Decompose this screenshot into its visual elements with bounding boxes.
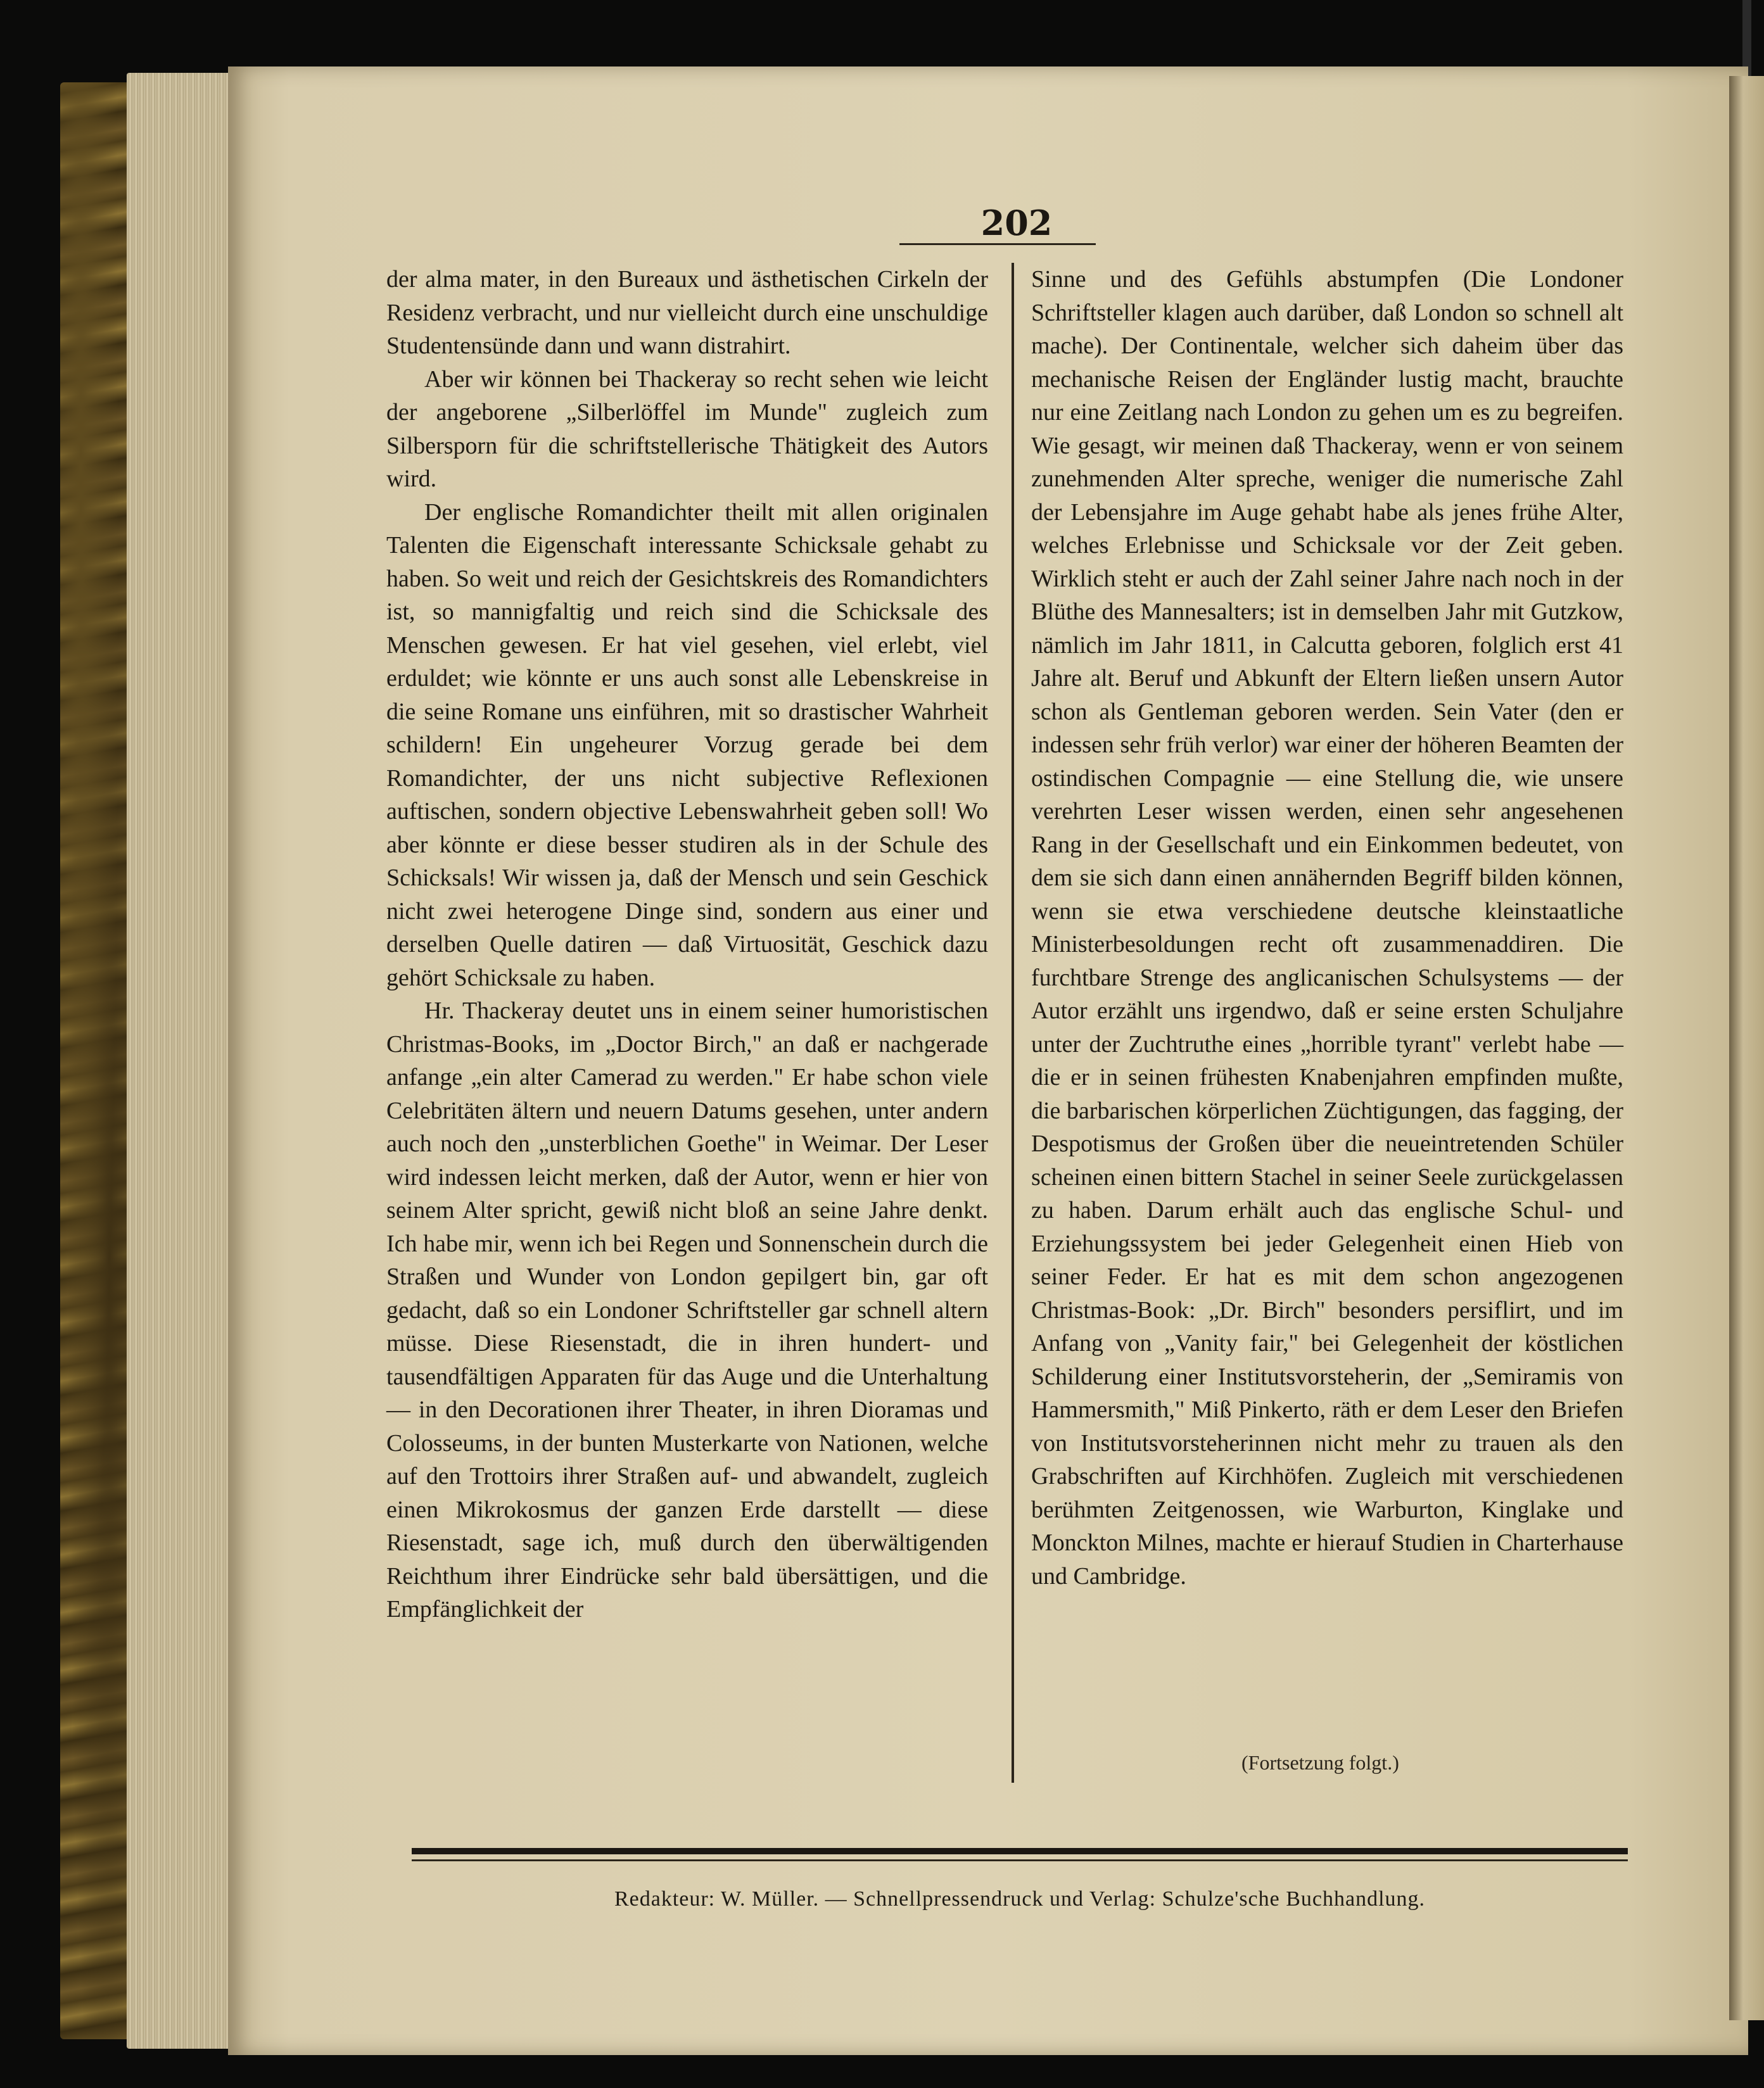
right-text-column <box>1031 263 1623 1593</box>
paragraph: Aber wir können bei Thackeray so recht sehen wie leicht der angeborene „Silberlöffel im Munde" zugleich zum Silbersporn für die schriftstellerische Thätigkeit des Autors wird. <box>386 365 988 492</box>
continued-note: (Fortsetzung folgt.) <box>1241 1751 1399 1774</box>
column-divider <box>1012 263 1014 1783</box>
page-edges <box>127 73 241 2049</box>
page-number-rule <box>899 243 1096 245</box>
imprint-line: Redakteur: W. Müller. — Schnellpressendruck und Verlag: Schulze'sche Buchhandlung. <box>614 1887 1426 1911</box>
paragraph: Hr. Thackeray deutet uns in einem seiner humoristischen Christmas-Books, im „Doctor Birch," an daß er nachgerade anfange „ein alter Camerad zu werden." Er habe schon viele Celebritäten ältern und neuern Datums gesehen, unter andern auch noch den „unsterblichen Goethe" in Weimar. Der Leser wird indessen leicht merken, daß der Autor, wenn er hier von seinem Alter spricht, gewiß nicht bloß an seine Jahre denkt. Ich habe mir, wenn ich bei Regen und Sonnenschein durch die Straßen und Wunder von London gepilgert bin, gar oft gedacht, daß so ein Londoner Schriftsteller gar schnell altern müsse. Diese Riesenstadt, die in ihren hundert- und tausendfältigen Apparaten für das Auge und die Unterhaltung — in den Decorationen ihrer Theater, in ihren Dioramas und Colosseums, in der bunten Musterkarte von Nationen, welche auf den Trottoirs ihrer Straßen auf- und abwandelt, zugleich einen Mikrokosmus der ganzen Erde darstellt — diese Riesenstadt, sage ich, muß durch den überwältigenden Reichthum ihrer Eindrücke sehr bald übersättigen, und die Empfänglichkeit der <box>386 997 988 1623</box>
paragraph: Sinne und des Gefühls abstumpfen (Die Londoner Schriftsteller klagen auch darüber, daß London so schnell alt mache). Der Continentale, welcher sich daheim über das mechanische Reisen der Engländer lustig macht, brauchte nur eine Zeitlang nach London zu gehen um es zu begreifen. Wie gesagt, wir meinen daß Thackeray, wenn er von seinem zunehmenden Alter spreche, weniger die numerische Zahl der Lebensjahre im Auge gehabt habe als jenes frühe Alter, welches Erlebnisse und Schicksale vor der Zeit geben. Wirklich steht er auch der Zahl seiner Jahre nach noch in der Blüthe des Mannesalters; ist in demselben Jahr mit Gutzkow, nämlich im Jahr 1811, in Calcutta geboren, folglich erst 41 Jahre alt. Beruf und Abkunft der Eltern ließen unsern Autor schon als Gentleman geboren werden. Sein Vater (den er indessen sehr früh verlor) war einer der höheren Beamten der ostindischen Compagnie — eine Stellung die, wie unsere verehrten Leser wissen werden, einen sehr angesehenen Rang in der Gesellschaft und ein Einkommen bedeutet, von dem sie sich dann einen annähernden Begriff bilden können, wenn sie etwa verschiedene deutsche kleinstaatliche Ministerbesoldungen recht oft zusammenaddiren. Die furchtbare Strenge des anglicanischen Schulsystems — der Autor erzählt uns irgendwo, daß er seine ersten Schuljahre unter der Zuchtruthe eines „horrible tyrant" verlebt habe — die er in seinen frühesten Knabenjahren empfinden mußte, die barbarischen körperlichen Züchtigungen, das fagging, der Despotismus der Großen über die neueintretenden Schüler scheinen einen bittern Stachel in seiner Seele zurückgelassen zu haben. Darum erhält auch das englische Schul- und Erziehungssystem bei jeder Gelegenheit einen Hieb von seiner Feder. Er hat es mit dem schon angezogenen Christmas-Book: „Dr. Birch" besonders persiflirt, und im Anfang von „Vanity fair," bei Gelegenheit der köstlichen Schilderung einer Institutsvorsteherin, der „Semiramis von Hammersmith," Miß Pinkerto, räth er dem Leser den Briefen von Institutsvorsteherinnen nicht mehr zu trauen als den Grabschriften auf Kirchhöfen. Zugleich mit verschiedenen berühmten Zeitgenossen, wie Warburton, Kinglake und Monckton Milnes, machte er hierauf Studien in Charterhause und Cambridge. <box>1031 266 1623 1590</box>
next-page-edge <box>1729 76 1764 2020</box>
page-number: 202 <box>980 203 1053 243</box>
footer-rule-thin <box>412 1859 1628 1861</box>
book-binding <box>60 82 130 2039</box>
footer-rule-thick <box>412 1848 1628 1854</box>
left-text-column <box>386 263 988 1626</box>
paragraph: Der englische Romandichter theilt mit allen originalen Talenten die Eigenschaft interessante Schicksale gehabt zu haben. So weit und reich der Gesichtskreis des Romandichters ist, so mannigfaltig und reich sind die Schicksale des Menschen gewesen. Er hat viel gesehen, viel erlebt, viel erduldet; wie könnte er uns auch sonst alle Lebenskreise in die seine Romane uns einführen, mit so drastischer Wahrheit schildern! Ein ungeheurer Vorzug gerade bei dem Romandichter, der uns nicht subjective Reflexionen auftischen, sondern objective Lebenswahrheit geben soll! Wo aber könnte er diese besser studiren als in der Schule des Schicksals! Wir wissen ja, daß der Mensch und sein Geschick nicht zwei heterogene Dinge sind, sondern aus einer und derselben Quelle datiren — daß Virtuosität, Geschick dazu gehört Schicksale zu haben. <box>386 498 988 991</box>
paragraph: der alma mater, in den Bureaux und ästhetischen Cirkeln der Residenz verbracht, und nur vielleicht durch eine unschuldige Studentensünde dann und wann distrahirt. <box>386 266 988 359</box>
